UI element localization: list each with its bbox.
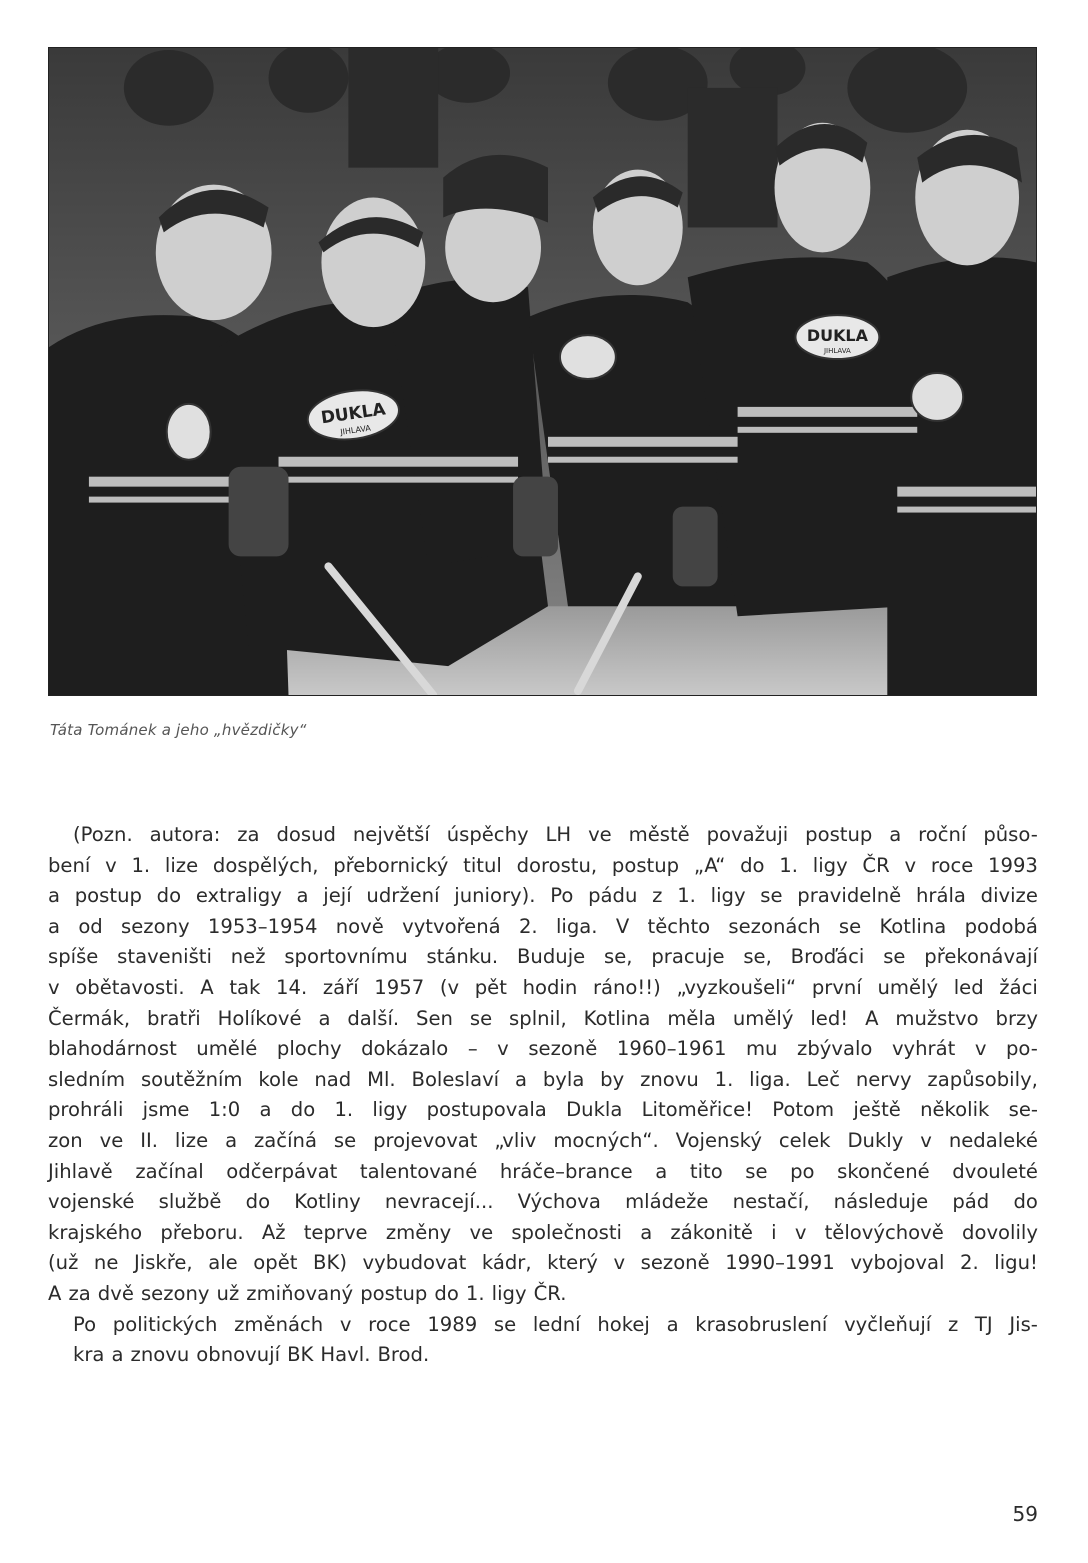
word: v — [794, 1220, 807, 1244]
word: lize — [174, 1128, 209, 1152]
word: postup — [805, 823, 873, 846]
word: Po — [550, 884, 574, 908]
text-line — [48, 942, 1038, 973]
text-line — [48, 851, 1038, 882]
word: umělý — [732, 1006, 794, 1030]
word: sledním — [48, 1067, 126, 1091]
word: soutěžním — [140, 1067, 243, 1091]
word: a — [666, 1312, 679, 1336]
word: do — [290, 1098, 316, 1122]
word: vyčleňují — [844, 1312, 932, 1336]
word: splnil, — [509, 1006, 567, 1030]
word: jsme — [142, 1098, 190, 1122]
word: a — [225, 1128, 238, 1152]
word: kra — [73, 1343, 105, 1367]
logo-subtext: JIHLAVA — [339, 423, 372, 437]
word: ve — [588, 823, 612, 846]
word: tito — [689, 1159, 723, 1183]
word: mocných“. — [553, 1128, 659, 1152]
word: – — [467, 1037, 478, 1061]
word: její — [323, 884, 352, 908]
word: Leč — [806, 1067, 840, 1091]
word: A — [48, 1281, 62, 1305]
word: pád — [952, 1190, 990, 1214]
photo-illustration — [49, 48, 1036, 695]
word: Kotlina — [879, 914, 947, 938]
word: 2. — [959, 1251, 979, 1275]
word: přebornický — [333, 853, 449, 877]
logo-subtext: JIHLAVA — [823, 347, 851, 356]
word: dvouleté — [952, 1159, 1038, 1183]
word: a — [48, 884, 61, 908]
word: Holíkové — [217, 1006, 302, 1030]
word: který — [547, 1251, 598, 1275]
word: kádr, — [481, 1251, 532, 1275]
word: i — [771, 1220, 777, 1244]
word: prohráli — [48, 1098, 124, 1122]
word: umělé — [196, 1037, 258, 1061]
text-line — [48, 1034, 1038, 1065]
word: Vojenský — [675, 1128, 762, 1152]
word: led — [953, 975, 984, 999]
text-line — [48, 1340, 1038, 1371]
word: Ml. — [367, 1067, 396, 1091]
word: nevracejí... — [384, 1190, 494, 1214]
word: roce — [368, 1312, 411, 1336]
text-line — [48, 1248, 1038, 1279]
word: ještě — [853, 1098, 901, 1122]
word: plochy — [276, 1037, 342, 1061]
text-line — [48, 820, 1038, 851]
word: sezoně — [640, 1251, 710, 1275]
word: ligy — [491, 1281, 527, 1305]
word: staveništi — [117, 945, 212, 969]
word: ligy — [812, 853, 848, 877]
word: (v — [439, 975, 460, 999]
word: přeboru. — [160, 1220, 244, 1244]
word: Sen — [416, 1006, 453, 1030]
word: stánku. — [426, 945, 499, 969]
word: 1. — [465, 1281, 485, 1305]
word: V — [615, 914, 630, 938]
word: 1993 — [988, 853, 1038, 877]
word: vytvořená — [402, 914, 501, 938]
word: a — [48, 914, 61, 938]
word: postup — [360, 1281, 428, 1305]
word: v — [920, 1128, 932, 1152]
word: Jiskře, — [133, 1251, 193, 1275]
word: Jihlavě — [48, 1159, 113, 1183]
word: Potom — [772, 1098, 835, 1122]
word: a — [259, 1098, 272, 1122]
word: mládeže — [625, 1190, 709, 1214]
word: krasobruslení — [695, 1312, 828, 1336]
word: (už — [48, 1251, 79, 1275]
paragraph — [48, 1310, 1038, 1371]
word: nestačí, — [732, 1190, 810, 1214]
word: a — [296, 884, 309, 908]
word: postupovala — [426, 1098, 547, 1122]
word: zon — [48, 1128, 83, 1152]
word: dovolily — [962, 1220, 1038, 1244]
word: hodin — [522, 975, 578, 999]
word: v — [497, 1037, 509, 1061]
word: mužstvo — [895, 1006, 979, 1030]
word: divize — [980, 884, 1038, 908]
word: se — [745, 1159, 768, 1183]
word: 1. — [779, 853, 798, 877]
word: v — [904, 853, 917, 877]
text-line — [48, 912, 1038, 943]
text-line — [48, 881, 1038, 912]
word: změny — [385, 1220, 452, 1244]
word: postup — [74, 884, 142, 908]
word: ČR. — [533, 1281, 567, 1305]
word: byla — [542, 1067, 585, 1091]
word: teprve — [303, 1220, 368, 1244]
word: BK — [287, 1343, 314, 1367]
text-line — [48, 1279, 1038, 1310]
logo-text: DUKLA — [319, 398, 387, 428]
word: překonávají — [924, 945, 1038, 969]
word: se, — [743, 945, 772, 969]
word: v — [339, 1312, 352, 1336]
word: první — [811, 975, 862, 999]
word: tak — [229, 975, 261, 999]
word: Kotlina — [583, 1006, 651, 1030]
word: považuji — [706, 823, 789, 846]
word: BK) — [313, 1251, 347, 1275]
word: liga. — [555, 914, 598, 938]
word: společnosti — [511, 1220, 622, 1244]
word: 1957 — [374, 975, 425, 999]
word: Dukla — [566, 1098, 623, 1122]
word: 1953–1954 — [207, 914, 318, 938]
word: led! — [810, 1006, 849, 1030]
word: vyhrát — [891, 1037, 956, 1061]
word: 1. — [334, 1098, 354, 1122]
text-line — [48, 1095, 1038, 1126]
word: dorostu, — [516, 853, 598, 877]
word: Boleslaví — [411, 1067, 500, 1091]
word: Čermák, — [48, 1006, 131, 1030]
word: umělý — [877, 975, 939, 999]
word: sezoně — [528, 1037, 598, 1061]
word: a — [655, 1159, 668, 1183]
word: ráno!!) — [592, 975, 661, 999]
word: službě — [158, 1190, 222, 1214]
word: 1:0 — [208, 1098, 241, 1122]
word: za — [237, 823, 260, 846]
word: skončené — [837, 1159, 930, 1183]
word: do — [156, 884, 182, 908]
word: lize — [164, 853, 199, 877]
word: dvě — [97, 1281, 134, 1305]
word: se — [838, 914, 862, 938]
word: ve — [99, 1128, 124, 1152]
word: v — [105, 853, 117, 877]
word: brzy — [995, 1006, 1038, 1030]
word: 1. — [131, 853, 151, 877]
word: roce — [930, 853, 974, 877]
word: „vliv — [494, 1128, 537, 1152]
word: za — [68, 1281, 91, 1305]
word: ve — [469, 1220, 494, 1244]
word: 1990–1991 — [725, 1251, 835, 1275]
word: 1. — [677, 884, 696, 908]
word: mu — [745, 1037, 778, 1061]
word: se — [883, 945, 906, 969]
word: městě — [628, 823, 690, 846]
team-photo — [48, 47, 1037, 696]
word: „A“ — [693, 853, 726, 877]
word: vojenské — [48, 1190, 135, 1214]
word: Buduje — [516, 945, 586, 969]
word: se- — [1008, 1098, 1038, 1122]
word: těchto — [647, 914, 711, 938]
word: ne — [93, 1251, 119, 1275]
word: největší — [352, 823, 430, 846]
word: obětavosti. — [75, 975, 185, 999]
logo-text: DUKLA — [806, 326, 868, 346]
word: pravidelně — [797, 884, 902, 908]
word: měla — [667, 1006, 716, 1030]
word: projevovat — [373, 1128, 478, 1152]
word: a — [111, 1343, 124, 1367]
word: (Pozn. — [73, 823, 133, 846]
word: do — [434, 1281, 459, 1305]
word: následuje — [833, 1190, 929, 1214]
page-number: 59 — [1012, 1502, 1038, 1526]
body-text — [48, 820, 1038, 1371]
word: úspěchy — [446, 823, 529, 846]
word: znovu — [640, 1067, 699, 1091]
word: tělovýchově — [824, 1220, 944, 1244]
word: od — [78, 914, 103, 938]
word: extraligy — [195, 884, 282, 908]
word: kole — [258, 1067, 299, 1091]
word: roční — [918, 823, 967, 846]
word: dokázalo — [361, 1037, 449, 1061]
word: Až — [261, 1220, 286, 1244]
word: v — [48, 975, 60, 999]
word: do — [740, 853, 765, 877]
word: blahodárnost — [48, 1037, 177, 1061]
word: „vyzkoušeli“ — [676, 975, 797, 999]
word: hrála — [915, 884, 966, 908]
word: změnách — [234, 1312, 324, 1336]
word: a — [640, 1220, 653, 1244]
word: lední — [532, 1312, 581, 1336]
word: ale — [208, 1251, 238, 1275]
word: titul — [463, 853, 502, 877]
word: Jis- — [1009, 1312, 1038, 1336]
word: podobá — [964, 914, 1038, 938]
word: a — [889, 823, 902, 846]
word: pádu — [588, 884, 638, 908]
word: 1960–1961 — [616, 1037, 727, 1061]
word: celek — [778, 1128, 831, 1152]
word: září — [322, 975, 359, 999]
word: začínal — [135, 1159, 204, 1183]
word: z — [947, 1312, 959, 1336]
word: postup — [611, 853, 680, 877]
text-line — [48, 1126, 1038, 1157]
text-line — [48, 1187, 1038, 1218]
word: TJ — [974, 1312, 993, 1336]
word: hokej — [597, 1312, 650, 1336]
text-line — [48, 1218, 1038, 1249]
word: pět — [474, 975, 507, 999]
word: po — [790, 1159, 815, 1183]
word: talentované — [359, 1159, 478, 1183]
word: další. — [347, 1006, 400, 1030]
word: krajského — [48, 1220, 143, 1244]
word: vybojoval — [850, 1251, 945, 1275]
word: Havl. — [320, 1343, 371, 1367]
word: II. — [140, 1128, 158, 1152]
word: zákonitě — [670, 1220, 753, 1244]
word: Výchova — [517, 1190, 601, 1214]
word: ligu! — [994, 1251, 1038, 1275]
word: ligy — [710, 884, 746, 908]
text-line — [48, 1157, 1038, 1188]
word: sezonách — [728, 914, 821, 938]
word: opět — [253, 1251, 298, 1275]
word: do — [245, 1190, 271, 1214]
word: bratři — [147, 1006, 201, 1030]
word: ČR — [862, 853, 890, 877]
word: dosud — [276, 823, 336, 846]
word: už — [216, 1281, 240, 1305]
word: po- — [1006, 1037, 1038, 1061]
word: zapůsobily, — [927, 1067, 1038, 1091]
word: začíná — [254, 1128, 317, 1152]
word: se — [760, 884, 783, 908]
word: Kotliny — [294, 1190, 361, 1214]
word: Po — [73, 1312, 97, 1336]
word: odčerpávat — [226, 1159, 338, 1183]
word: v — [613, 1251, 626, 1275]
word: 1. — [714, 1067, 734, 1091]
word: spíše — [48, 945, 99, 969]
word: nervy — [855, 1067, 912, 1091]
word: nad — [314, 1067, 352, 1091]
word: a — [318, 1006, 331, 1030]
word: vybudovat — [362, 1251, 467, 1275]
word: obnovují — [196, 1343, 281, 1367]
word: Dukly — [847, 1128, 904, 1152]
text-line — [48, 973, 1038, 1004]
text-line — [48, 1004, 1038, 1035]
word: pracuje — [651, 945, 725, 969]
word: než — [230, 945, 266, 969]
word: Litoměřice! — [641, 1098, 753, 1122]
word: hráče–brance — [499, 1159, 633, 1183]
word: liga. — [749, 1067, 791, 1091]
word: bení — [48, 853, 91, 877]
word: několik — [920, 1098, 990, 1122]
word: udržení — [366, 884, 440, 908]
word: sportovnímu — [284, 945, 408, 969]
word: politických — [112, 1312, 218, 1336]
word: juniory). — [454, 884, 536, 908]
word: do — [1013, 1190, 1038, 1214]
word: zbývalo — [797, 1037, 873, 1061]
word: 2. — [518, 914, 538, 938]
word: ligy — [372, 1098, 408, 1122]
word: dospělých, — [212, 853, 319, 877]
word: se — [493, 1312, 517, 1336]
word: sezony — [140, 1281, 210, 1305]
word: by — [600, 1067, 625, 1091]
word: se, — [604, 945, 633, 969]
word: LH — [545, 823, 572, 846]
word: půso- — [983, 823, 1038, 846]
word: A — [865, 1006, 879, 1030]
word: nově — [335, 914, 384, 938]
word: zmiňovaný — [246, 1281, 354, 1305]
word: 14. — [276, 975, 308, 999]
word: se — [333, 1128, 357, 1152]
word: znovu — [130, 1343, 190, 1367]
word: v — [974, 1037, 987, 1061]
paragraph — [48, 820, 1038, 1310]
word: Broďáci — [790, 945, 865, 969]
word: nedaleké — [948, 1128, 1038, 1152]
word: a — [514, 1067, 527, 1091]
photo-caption: Táta Tománek a jeho „hvězdičky“ — [50, 721, 307, 739]
word: 1989 — [427, 1312, 478, 1336]
text-line — [48, 1310, 1038, 1341]
word: Brod. — [377, 1343, 430, 1367]
word: autora: — [149, 823, 221, 846]
word: sezony — [121, 914, 190, 938]
text-line — [48, 1065, 1038, 1096]
word: A — [200, 975, 214, 999]
word: žáci — [999, 975, 1038, 999]
word: z — [652, 884, 663, 908]
word: se — [469, 1006, 493, 1030]
